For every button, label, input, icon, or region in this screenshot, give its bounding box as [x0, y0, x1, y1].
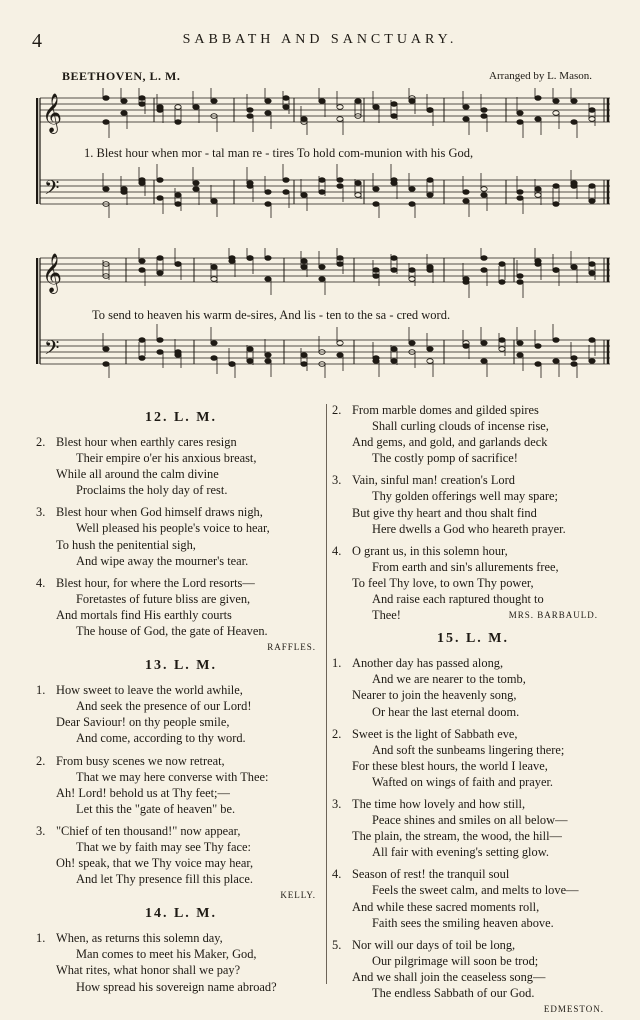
tune-name: BEETHOVEN, L. M. [62, 69, 181, 83]
hymn-14-verse-4: 4. O grant us, in this solemn hour, From earth and sin's allurements free, To feel Thy love, to own Thy power, And raise each raptured thought to Thee! MRS. BARBAULD. [332, 543, 598, 623]
running-title: SABBATH AND SANCTUARY. [182, 32, 458, 47]
lyric-line-1: 1. Blest hour when mor - tal man re - tires To hold com-munion with his God, [84, 146, 474, 160]
right-column [332, 404, 614, 1020]
hymn-12-author: RAFFLES. [267, 642, 316, 653]
hymn-12-verse-4: 4. Blest hour, for where the Lord resorts— Foretastes of future bliss are given, And mortals find His earthly courts The house of God, the gate of Heaven. [36, 575, 268, 639]
hymn-13-verse-1: 1. How sweet to leave the world awhile, And seek the presence of our Lord! Dear Saviour! on thy people smile, And come, according to thy word. [36, 683, 252, 746]
left-column [36, 404, 326, 1001]
column-divider [326, 404, 327, 984]
hymn-15-verse-1: 1. Another day has passed along, And we are nearer to the tomb, Nearer to join the heavenly song, Or hear the last eternal doom. [332, 656, 526, 719]
hymn-15-author: EDMESTON. [543, 1004, 604, 1015]
hymn-14-author: MRS. BARBAULD. [508, 610, 598, 621]
hymn-12-verse-2: 2. Blest hour when earthly cares resign Their empire o'er his anxious breast, While all around the calm divine Proclaims the holy day of rest. [36, 435, 257, 498]
svg-text:𝄞: 𝄞 [42, 255, 63, 292]
hymn-15-verse-4: 4. Season of rest! the tranquil soul Feels the sweet calm, and melts to love— And while these sacred moments roll, Faith sees the smiling heaven above. [332, 867, 579, 930]
svg-text:𝄞: 𝄞 [42, 95, 63, 132]
hymn-15-verse-2: 2. Sweet is the light of Sabbath eve, And soft the sunbeams lingering there; For these blest hours, the world I leave, Wafted on wings of faith and prayer. [332, 726, 565, 789]
hymn-14-heading: 14. L. M. [144, 906, 218, 922]
hymn-13-verse-2: 2. From busy scenes we now retreat, That we may here converse with Thee: Ah! Lord! behold us at Thy feet;— Let this the "gate of heaven" be. [36, 753, 269, 816]
svg-text:𝄢: 𝄢 [44, 338, 60, 364]
hymn-15-heading: 15. L. M. [436, 631, 510, 647]
arranger-credit: Arranged by L. Mason. [489, 70, 592, 82]
hymn-15-verse-3: 3. The time how lovely and how still, Peace shines and smiles on all below— The plain, the stream, the wood, the hill— All fair with evening's setting glow. [332, 796, 568, 860]
hymn-14-verse-2: 2. From marble domes and gilded spires Shall curling clouds of incense rise, And gems, and gold, and garlands deck The costly pomp of sacrifice! [332, 403, 549, 466]
lyric-line-2: To send to heaven his warm de-sires, And lis - ten to the sa - cred word. [92, 308, 451, 322]
hymn-13-heading: 13. L. M. [144, 658, 218, 674]
hymn-14-verse-1: 1. When, as returns this solemn day, Man comes to meet his Maker, God, What rites, what honor shall we pay? How spread his sovereign name abroad? [36, 931, 277, 994]
hymn-12-heading: 12. L. M. [144, 410, 218, 425]
hymn-14-verse-3: 3. Vain, sinful man! creation's Lord Thy golden offerings well may spare; But give thy heart and thou shalt find Here dwells a God who heareth prayer. [332, 473, 566, 536]
hymn-13-author: KELLY. [280, 890, 316, 901]
hymn-15-verse-5: 5. Nor will our days of toil be long, Our pilgrimage will soon be trod; And we shall join the ceaseless song— The endless Sabbath of our God. [332, 937, 546, 1000]
page-number: 4 [32, 30, 42, 52]
hymn-13-verse-3: 3. "Chief of ten thousand!" now appear, That we by faith may see Thy face: Oh! speak, that we Thy voice may hear, And let Thy presence fill this place. [36, 823, 254, 887]
hymn-12-verse-3: 3. Blest hour when God himself draws nigh, Well pleased his people's voice to hear, To hush the penitential sigh, And wipe away the mourner's tear. [36, 505, 270, 568]
svg-text:𝄢: 𝄢 [44, 178, 60, 204]
